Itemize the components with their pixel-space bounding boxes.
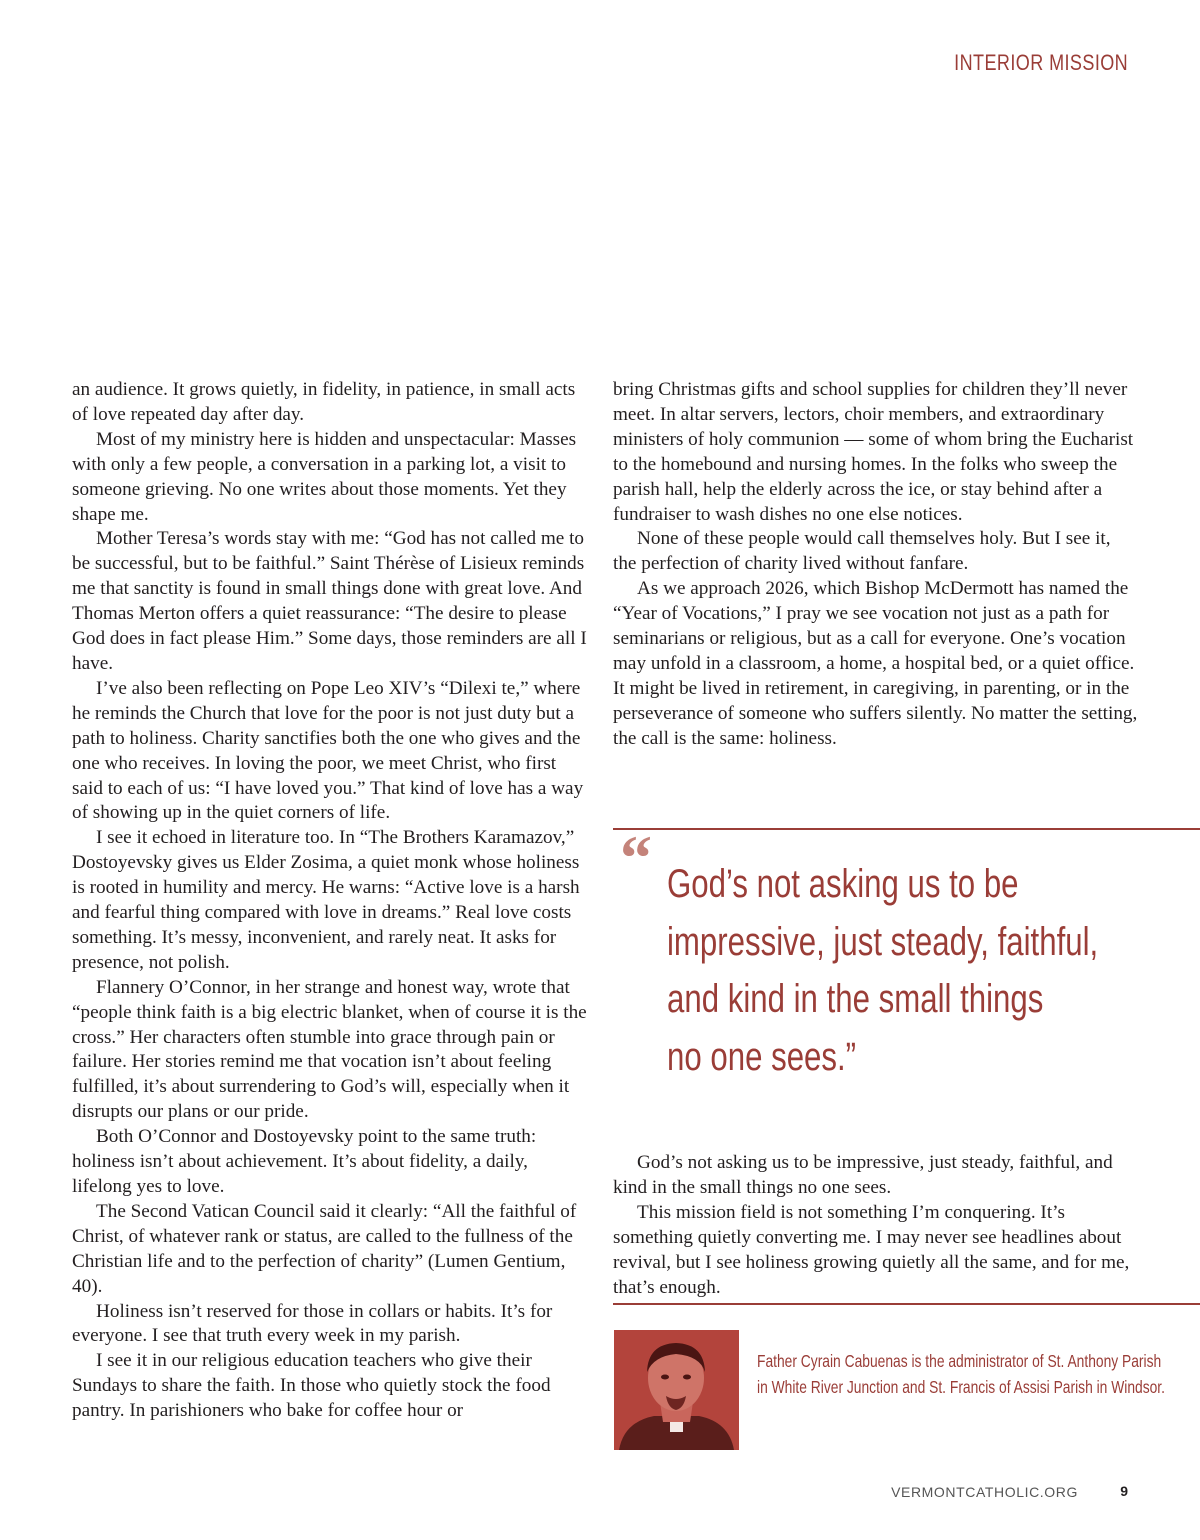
page-number: 9 [1120,1483,1128,1499]
paragraph: I see it echoed in literature too. In “The Brothers Karamazov,” Dostoyevsky gives us Elder Zosima, a quiet monk whose holiness is rooted in humility and mercy. He warns: “Active love is a harsh and fearful thing compared with love in dreams.” Real love costs something. It’s messy, inconvenient, and rarely neat. It asks for presence, not polish. [72,827,580,973]
pull-quote-line: impressive, just steady, faithful, [667,919,1099,964]
right-column-bottom [613,1151,1138,1300]
section-label: INTERIOR MISSION [954,50,1128,75]
pull-quote-line: God’s not asking us to be [667,862,1019,906]
paragraph: an audience. It grows quietly, in fidelity, in patience, in small acts of love repeated day after day. [72,379,576,425]
author-photo [614,1330,739,1450]
paragraph: Mother Teresa’s words stay with me: “God has not called me to be successful, but to be faithful.” Saint Thérèse of Lisieux reminds me that sanctity is found in small things done with great love. And Thomas Merton offers a quiet reassurance: “The desire to please God does in fact please Him.” Some days, those reminders are all I have. [72,528,587,674]
paragraph: Most of my ministry here is hidden and unspectacular: Masses with only a few people, a conversation in a parking lot, a visit to someone grieving. No one writes about those moments. Yet they shape me. [72,428,577,525]
paragraph: Flannery O’Connor, in her strange and honest way, wrote that “people think faith is a big electric blanket, when of course it is the cross.” Her characters often stumble into grace through pain or failure. Her stories remind me that vocation isn’t about feeling fulfilled, it’s about surrendering to God’s will, especially when it disrupts our plans or our pride. [72,976,587,1123]
pull-quote-top-rule [613,828,1200,830]
paragraph: I see it in our religious education teachers who give their Sundays to share the faith. In those who quietly stock the food pantry. In parishioners who bake for coffee hour or [72,1350,551,1422]
quote-mark-icon: “ [620,822,652,893]
paragraph: The Second Vatican Council said it clearly: “All the faithful of Christ, of whatever rank or status, are called to the fullness of the Christian life and to the perfection of charity” (Lumen Gentium, 40). [72,1200,577,1297]
paragraph: None of these people would call themselves holy. But I see it, the perfection of charity lived without fanfare. [613,528,1111,575]
paragraph: Both O’Connor and Dostoyevsky point to the same truth: holiness isn’t about achievement. It’s about fidelity, a daily, lifelong yes to love. [72,1126,537,1197]
right-column-top [613,378,1138,752]
paragraph: God’s not asking us to be impressive, just steady, faithful, and kind in the small things no one sees. [613,1152,1113,1198]
paragraph: This mission field is not something I’m conquering. It’s something quietly converting me. I may never see headlines about revival, but I see holiness growing quietly all the same, and for me, that’s enough. [613,1201,1130,1298]
paragraph: I’ve also been reflecting on Pope Leo XIV’s “Dilexi te,” where he reminds the Church that love for the poor is not just duty but a path to holiness. Charity sanctifies both the one who gives and the one who receives. In loving the poor, we meet Christ, who first said to each of us: “I have loved you.” That kind of love has a way of showing up in the quiet corners of life. [72,677,584,824]
author-bio-rule [613,1303,1200,1305]
paragraph: bring Christmas gifts and school supplies for children they’ll never meet. In altar servers, lectors, choir members, and extraordinary ministers of holy communion — some of whom bring the Eucharist to the homebound and nursing homes. In the folks who sweep the parish hall, help the elderly across the ice, or stay behind after a fundraiser to wash dishes no one else notices. [613,379,1134,525]
pull-quote-line: and kind in the small things [667,977,1044,1021]
paragraph: As we approach 2026, which Bishop McDermott has named the “Year of Vocations,” I pray we see vocation not just as a path for seminarians or religious, but as a call for everyone. One’s vocation may unfold in a classroom, a home, a hospital bed, or a quiet office. It might be lived in retirement, in caregiving, in parenting, or in the perseverance of someone who suffers silently. No matter the setting, the call is the same: holiness. [613,578,1138,749]
left-column [72,378,587,1424]
pull-quote-line: no one sees.” [667,1034,857,1079]
author-bio: Father Cyrain Cabuenas is the administrator of St. Anthony Parish in White River Junction and St. Francis of Assisi Parish in Windsor. [757,1351,1165,1397]
priest-portrait-icon [614,1330,739,1450]
paragraph: Holiness isn’t reserved for those in collars or habits. It’s for everyone. I see that truth every week in my parish. [72,1300,553,1347]
pull-quote [667,856,1099,1086]
footer-website: VERMONTCATHOLIC.ORG [891,1484,1078,1500]
